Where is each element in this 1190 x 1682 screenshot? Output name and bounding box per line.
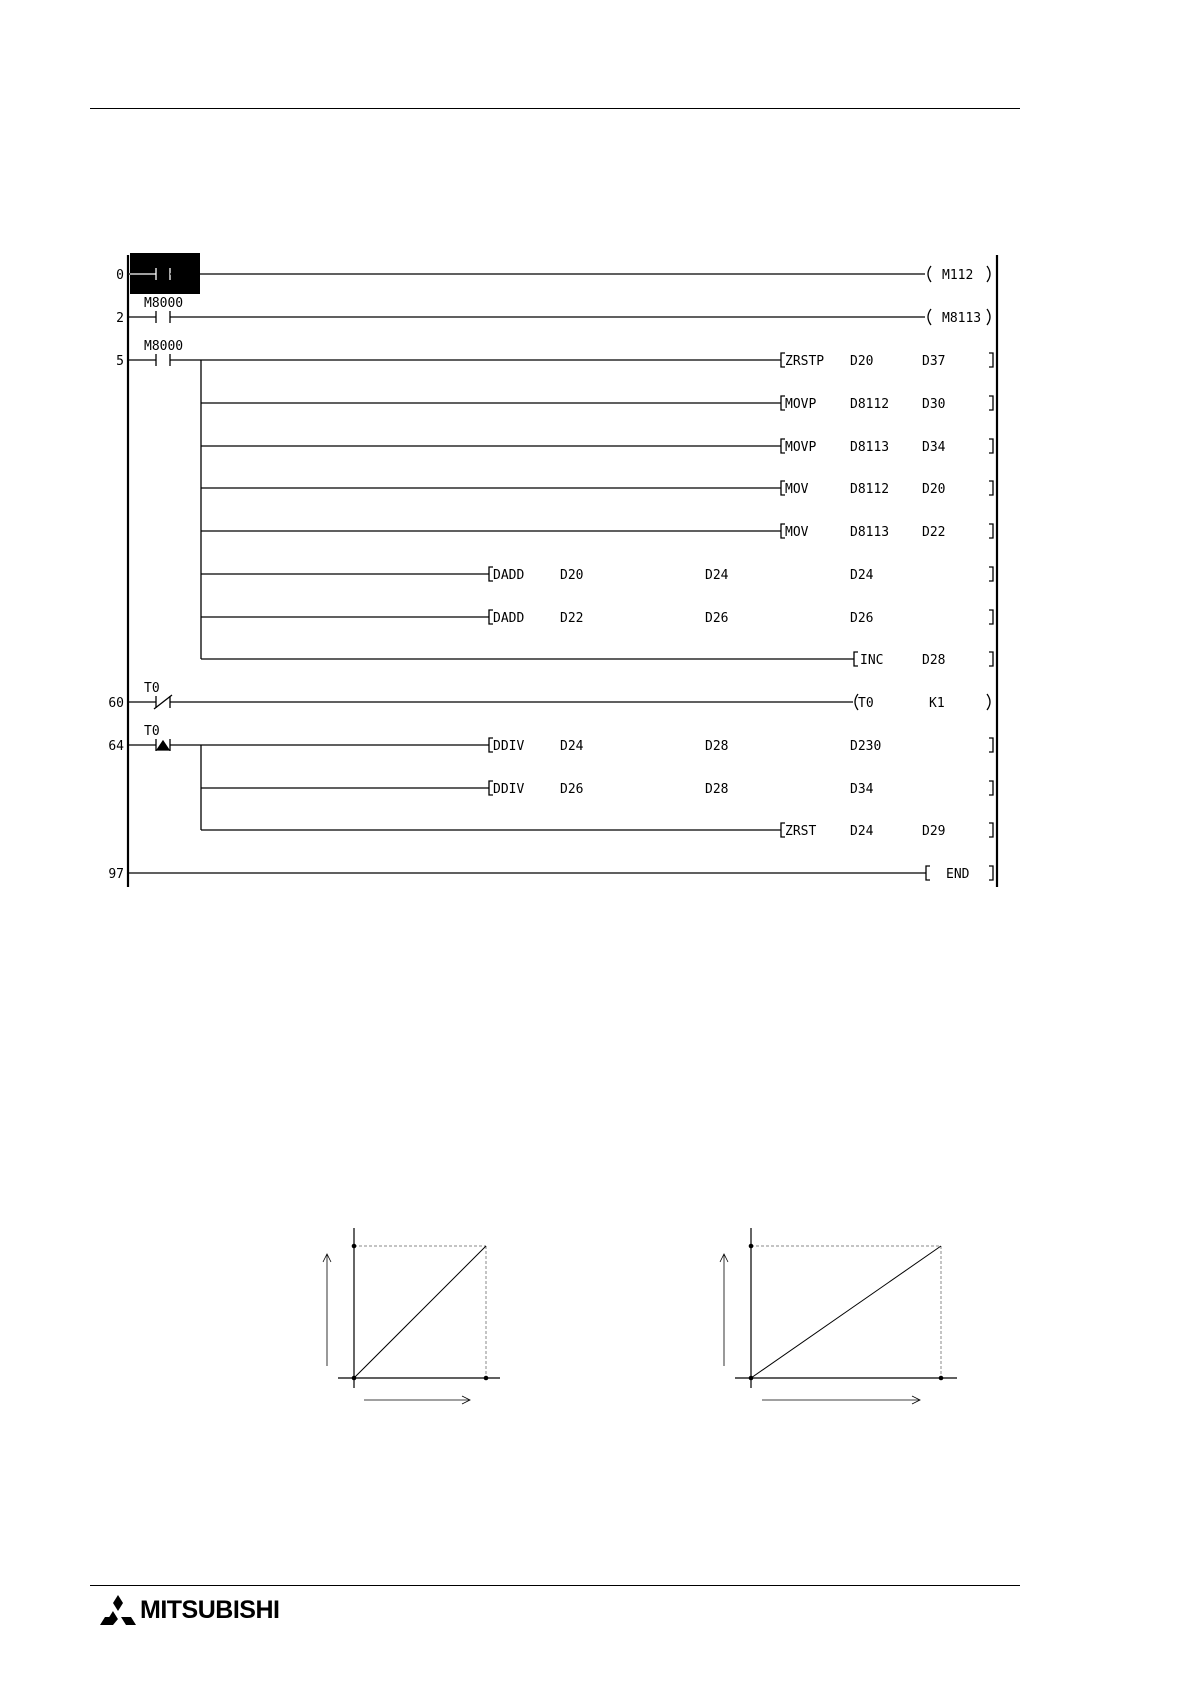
three-diamonds-icon	[100, 1595, 136, 1625]
step-number: 0	[116, 268, 124, 283]
instr-mnemonic: MOVP	[785, 397, 817, 412]
contact-label: M8001	[144, 253, 184, 268]
coil-left	[928, 266, 931, 282]
coil-operand: M8113	[942, 311, 982, 326]
instr-operand: D24	[850, 568, 874, 583]
coil-right	[987, 694, 990, 710]
instr-operand: D20	[922, 482, 946, 497]
contact-m8000	[156, 311, 170, 323]
instr-bracket-right	[989, 396, 993, 410]
instr-mnemonic: DADD	[493, 568, 525, 583]
instr-operand: D230	[850, 739, 882, 754]
instr-mnemonic: INC	[860, 653, 884, 668]
data-point-ymax	[352, 1244, 357, 1249]
instr-bracket-right	[989, 610, 993, 624]
logo-text: MITSUBISHI	[140, 1596, 280, 1624]
instr-bracket-left	[926, 866, 930, 880]
instr-bracket-left	[854, 652, 858, 666]
y-arrow-head	[323, 1254, 331, 1262]
coil-operand: M112	[942, 268, 974, 283]
series-line	[751, 1246, 941, 1378]
data-point-origin	[352, 1376, 357, 1381]
instr-operand: D29	[922, 824, 946, 839]
contact-t0	[156, 739, 170, 751]
instr-bracket-right	[989, 738, 993, 752]
instr-bracket-right	[989, 481, 993, 495]
instr-operand: D28	[705, 739, 729, 754]
instr-operand: D24	[560, 739, 584, 754]
instr-operand: D28	[705, 782, 729, 797]
instr-bracket-right	[989, 781, 993, 795]
step-number: 5	[116, 354, 124, 369]
contact-label: T0	[144, 724, 160, 739]
footer-rule	[90, 1585, 1020, 1586]
instr-operand: D8113	[850, 525, 890, 540]
step-number: 2	[116, 311, 124, 326]
instr-operand: D26	[850, 611, 874, 626]
end-instruction: END	[946, 867, 970, 882]
instr-bracket-right	[989, 823, 993, 837]
instr-operand: D8112	[850, 482, 890, 497]
instr-operand: D8112	[850, 397, 890, 412]
contact-m8000	[156, 354, 170, 366]
data-point-xmax	[484, 1376, 489, 1381]
data-point-xmax	[939, 1376, 944, 1381]
instr-bracket-right	[989, 652, 993, 666]
data-point-ymax	[749, 1244, 754, 1249]
mitsubishi-logo	[100, 1595, 279, 1625]
instr-operand: D24	[850, 824, 874, 839]
instr-operand: D22	[560, 611, 584, 626]
instr-mnemonic: MOVP	[785, 440, 817, 455]
instr-operand: D34	[850, 782, 874, 797]
instr-operand: D20	[850, 354, 874, 369]
coil-right	[987, 309, 990, 325]
x-arrow-head	[462, 1396, 470, 1404]
instr-operand: D30	[922, 397, 946, 412]
coil-right	[987, 266, 990, 282]
instr-operand: D28	[922, 653, 946, 668]
instr-mnemonic: MOV	[785, 482, 809, 497]
instr-mnemonic: DADD	[493, 611, 525, 626]
series-line	[354, 1246, 486, 1378]
contact-label: M8000	[144, 339, 184, 354]
instr-bracket-right	[989, 866, 993, 880]
contact-label: M8000	[144, 296, 184, 311]
instr-operand: D24	[705, 568, 729, 583]
instr-mnemonic: ZRST	[785, 824, 817, 839]
instr-operand: D37	[922, 354, 946, 369]
instr-bracket-right	[989, 524, 993, 538]
timer-preset: K1	[929, 696, 945, 711]
instr-operand: D34	[922, 440, 946, 455]
instr-mnemonic: DDIV	[493, 739, 525, 754]
io-graph-2	[720, 1228, 957, 1404]
instr-bracket-right	[989, 567, 993, 581]
data-point-origin	[749, 1376, 754, 1381]
io-graph-1	[323, 1228, 500, 1404]
contact-label: T0	[144, 681, 160, 696]
instr-operand: D26	[560, 782, 584, 797]
step-number: 60	[108, 696, 124, 711]
instr-mnemonic: ZRSTP	[785, 354, 825, 369]
instr-mnemonic: MOV	[785, 525, 809, 540]
instr-bracket-right	[989, 439, 993, 453]
x-arrow-head	[912, 1396, 920, 1404]
instr-operand: D26	[705, 611, 729, 626]
timer-operand: T0	[858, 696, 874, 711]
instr-operand: D20	[560, 568, 584, 583]
contact-t0	[154, 695, 172, 709]
step-number: 64	[108, 739, 124, 754]
coil-left	[928, 309, 931, 325]
instr-bracket-right	[989, 353, 993, 367]
step-number: 97	[108, 867, 124, 882]
instr-operand: D8113	[850, 440, 890, 455]
y-arrow-head	[720, 1254, 728, 1262]
instr-operand: D22	[922, 525, 946, 540]
instr-mnemonic: DDIV	[493, 782, 525, 797]
